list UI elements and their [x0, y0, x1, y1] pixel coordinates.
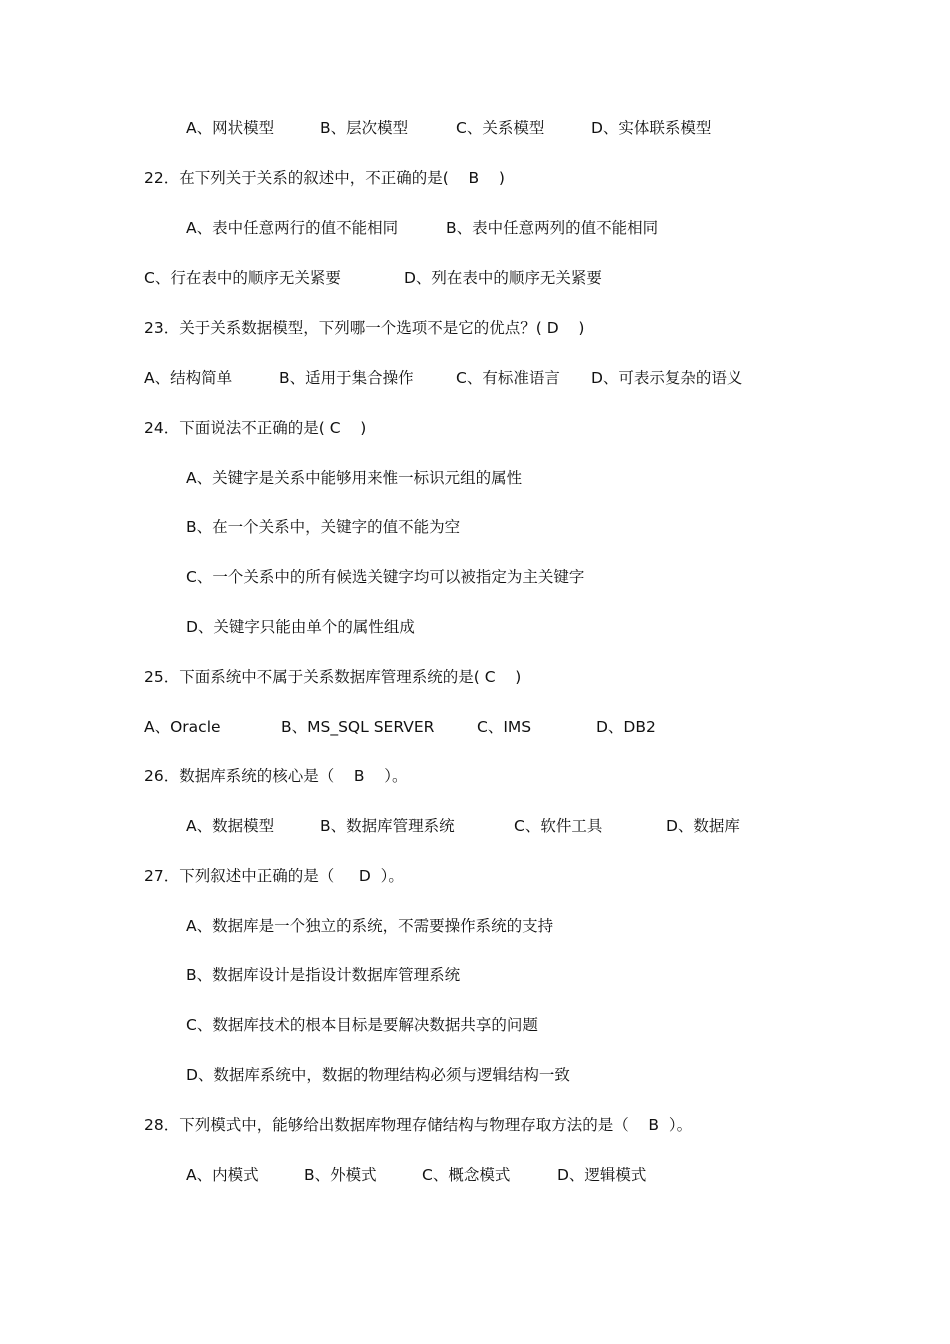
- option-d: D、数据库: [666, 817, 740, 835]
- option-c: C、概念模式: [422, 1166, 511, 1184]
- question-25: 25．下面系统中不属于关系数据库管理系统的是( C ): [144, 668, 522, 686]
- option-b: B、数据库管理系统: [320, 817, 455, 835]
- option-b: B、层次模型: [320, 119, 409, 137]
- option-a: A、数据库是一个独立的系统，不需要操作系统的支持: [186, 917, 554, 935]
- option-a: A、Oracle: [144, 718, 221, 736]
- option-b: B、在一个关系中，关键字的值不能为空: [186, 518, 461, 536]
- option-c: C、软件工具: [514, 817, 603, 835]
- option-d: D、DB2: [596, 718, 656, 736]
- option-b: B、MS_SQL SERVER: [281, 718, 435, 736]
- question-26: 26．数据库系统的核心是（ B ）。: [144, 767, 408, 785]
- option-c: C、一个关系中的所有候选关键字均可以被指定为主关键字: [186, 568, 585, 586]
- option-d: D、逻辑模式: [557, 1166, 647, 1184]
- question-28: 28．下列模式中，能够给出数据库物理存储结构与物理存取方法的是（ B ）。: [144, 1116, 693, 1134]
- option-c: C、有标准语言: [456, 369, 560, 387]
- option-b: B、适用于集合操作: [279, 369, 414, 387]
- option-a: A、数据模型: [186, 817, 275, 835]
- option-d: D、列在表中的顺序无关紧要: [404, 269, 602, 287]
- option-d: D、实体联系模型: [591, 119, 712, 137]
- option-d: D、可表示复杂的语义: [591, 369, 743, 387]
- question-22: 22．在下列关于关系的叙述中，不正确的是( B ): [144, 169, 505, 187]
- option-a: A、网状模型: [186, 119, 275, 137]
- option-d: D、数据库系统中，数据的物理结构必须与逻辑结构一致: [186, 1066, 570, 1084]
- option-a: A、关键字是关系中能够用来惟一标识元组的属性: [186, 469, 523, 487]
- option-c: C、行在表中的顺序无关紧要: [144, 269, 341, 287]
- option-b: B、表中任意两列的值不能相同: [446, 219, 659, 237]
- question-24: 24．下面说法不正确的是( C ): [144, 419, 367, 437]
- option-c: C、关系模型: [456, 119, 545, 137]
- option-a: A、内模式: [186, 1166, 259, 1184]
- option-c: C、数据库技术的根本目标是要解决数据共享的问题: [186, 1016, 538, 1034]
- option-a: A、表中任意两行的值不能相同: [186, 219, 399, 237]
- option-a: A、结构简单: [144, 369, 233, 387]
- option-c: C、IMS: [477, 718, 532, 736]
- question-23: 23．关于关系数据模型，下列哪一个选项不是它的优点？( D ): [144, 319, 585, 337]
- question-27: 27．下列叙述中正确的是（ D ）。: [144, 867, 404, 885]
- option-d: D、关键字只能由单个的属性组成: [186, 618, 415, 636]
- option-b: B、数据库设计是指设计数据库管理系统: [186, 966, 461, 984]
- option-b: B、外模式: [304, 1166, 377, 1184]
